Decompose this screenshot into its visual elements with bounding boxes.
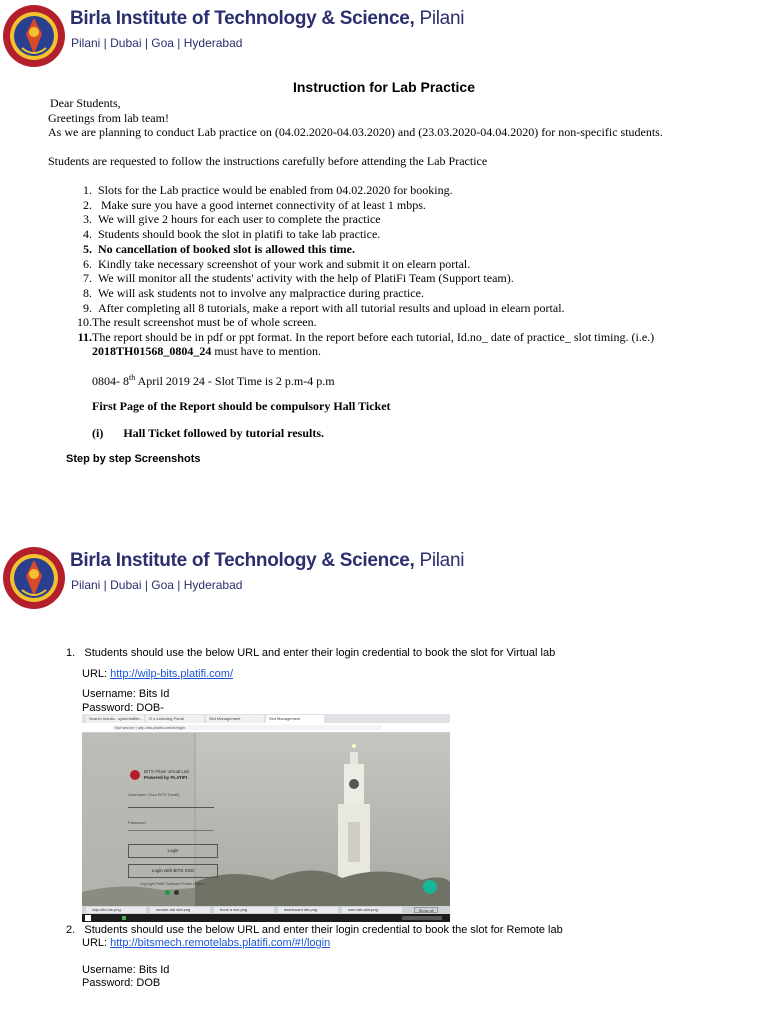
app-icon[interactable] <box>122 916 126 920</box>
windows-taskbar <box>82 914 450 922</box>
step1-password: Password: DOB- <box>82 702 164 714</box>
step2-password: Password: DOB <box>82 977 161 989</box>
step2-username: Username: Bits Id <box>82 964 170 976</box>
windows-start-icon[interactable] <box>85 915 91 921</box>
downloads-bar <box>82 906 450 914</box>
url-field[interactable]: Not secure | wilp-bits.platifi.com/#!/login <box>112 725 382 730</box>
browser-address-bar <box>82 723 450 733</box>
sso-login-button[interactable]: Login with BITS SSO <box>128 864 218 878</box>
footer-copyright: Copyright PlatiFi Software Private Limited <box>139 882 205 886</box>
report-sub-item: (i) Hall Ticket followed by tutorial results. <box>92 426 324 440</box>
login-button[interactable]: Login <box>128 844 218 858</box>
crest-small-icon <box>130 770 140 780</box>
status-dot-icon <box>165 890 170 895</box>
login-screenshot <box>82 714 450 922</box>
login-panel <box>118 764 222 904</box>
list-item: 6. Kindly take necessary screenshot of your work and submit it on elearn portal. <box>83 256 471 271</box>
chat-icon[interactable] <box>423 880 437 894</box>
browser-tab-bar <box>82 714 450 723</box>
download-item[interactable]: user-lab-slot.png <box>342 907 402 913</box>
download-item[interactable]: dashboard lab.png <box>278 907 338 913</box>
request-text: Students are requested to follow the instructions carefully before attending the Lab Practice <box>48 154 488 168</box>
browser-tab[interactable]: G e-Learning Portal <box>146 715 204 723</box>
username-input[interactable]: Username (Your BITS Email) <box>128 792 214 808</box>
download-item[interactable]: wilp-bits lab.png <box>86 907 146 913</box>
list-item: 1. Slots for the Lab practice would be enabled from 04.02.2020 for booking. <box>83 183 453 197</box>
list-item: 11.The report should be in pdf or ppt format. In the report before each tutorial, Id.no_ date of practice_ slot timing. (i.e.) <box>77 330 655 345</box>
step1-username: Username: Bits Id <box>82 688 170 700</box>
brand-line2: Powered by PLATIFI <box>144 775 188 780</box>
list-item: 3. We will give 2 hours for each user to complete the practice <box>83 212 381 227</box>
report-note: First Page of the Report should be compulsory Hall Ticket <box>92 399 391 413</box>
example-date-line: 0804- 8th April 2019 24 - Slot Time is 2 p.m-4 p.m <box>92 373 335 388</box>
instruction-list <box>48 183 654 345</box>
institute-campuses: Pilani | Dubai | Goa | Hyderabad <box>71 36 243 50</box>
list-item: 7. We will monitor all the students' activity with the help of PlatiFi Team (Support team). <box>83 271 514 286</box>
system-tray <box>402 916 442 920</box>
browser-tab[interactable]: Search results - systemsBits... <box>86 715 144 723</box>
password-input[interactable]: Password <box>128 820 214 831</box>
list-item: 5. No cancellation of booked slot is allowed this time. <box>83 241 355 256</box>
virtual-lab-link[interactable]: http://wilp-bits.platifi.com/ <box>110 668 233 680</box>
step2-text: 2. Students should use the below URL and enter their login credential to book the slot for Remote lab <box>66 924 563 936</box>
institute-name: Birla Institute of Technology & Science, Pilani <box>70 550 465 571</box>
institute-name: Birla Institute of Technology & Science, Pilani <box>70 8 465 29</box>
step1-url-line: URL: http://wilp-bits.platifi.com/ <box>82 668 233 680</box>
step2-url-line: URL: http://bitsmech.remotelabs.platifi.com/#!/login <box>82 937 331 949</box>
bits-crest-logo <box>2 546 66 610</box>
remote-lab-link[interactable]: http://bitsmech.remotelabs.platifi.com/#!/login <box>110 937 331 949</box>
browser-tab-active[interactable]: Slot Management <box>266 715 324 723</box>
list-item: 2. Make sure you have a good internet connectivity of at least 1 mbps. <box>83 197 426 212</box>
header-top <box>0 0 465 72</box>
list-item: 4. Students should book the slot in platifi to take lab practice. <box>83 227 381 242</box>
page-title: Instruction for Lab Practice <box>292 79 476 95</box>
show-all-button[interactable]: Show all <box>414 907 438 913</box>
steps-heading: Step by step Screenshots <box>66 453 201 465</box>
list-item: 10.The result screenshot must be of whole screen. <box>77 315 317 330</box>
greeting: Greetings from lab team! <box>48 111 169 125</box>
list-item: 9. After completing all 8 tutorials, make a report with all tutorial results and upload in elearn portal. <box>83 300 565 315</box>
example-id-line: 2018TH01568_0804_24 must have to mention. <box>92 344 321 358</box>
download-item[interactable]: remote-lab slot.png <box>150 907 210 913</box>
download-item[interactable]: book a slot.png <box>214 907 274 913</box>
step1-text: 1. Students should use the below URL and enter their login credential to book the slot for Virtual lab <box>66 647 556 659</box>
salutation: Dear Students, <box>50 96 121 110</box>
browser-tab[interactable]: Slot Management <box>206 715 264 723</box>
plan-text: As we are planning to conduct Lab practice on (04.02.2020-04.03.2020) and (23.03.2020-04.04.2020) for non-specific students. <box>48 125 663 139</box>
institute-campuses: Pilani | Dubai | Goa | Hyderabad <box>71 578 243 592</box>
header-repeat <box>0 542 465 614</box>
bits-crest-logo <box>2 4 66 68</box>
status-dot-icon <box>174 890 179 895</box>
brand-line1: BITS Pilani Virtual Lab <box>144 769 189 774</box>
list-item: 8. We will ask students not to involve any malpractice during practice. <box>83 285 424 300</box>
